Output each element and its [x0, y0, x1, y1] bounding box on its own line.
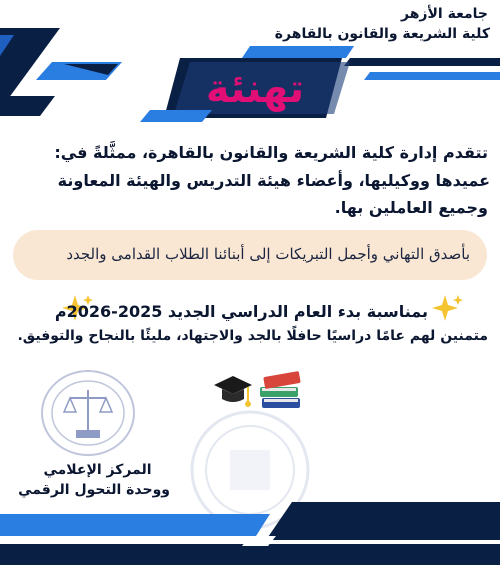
- occasion-line-1: بمناسبة بدء العام الدراسي الجديد 2025-2026م: [54, 302, 428, 321]
- college-logo: [38, 368, 138, 458]
- bottom-stripes: [0, 500, 500, 565]
- greeting-text: بأصدق التهاني وأجمل التبريكات إلى أبنائنا الطلاب القدامى والجدد: [66, 245, 470, 263]
- footer-line-2: ووحدة التحول الرقمي: [18, 482, 170, 498]
- title-banner-text: تهنئة: [205, 66, 305, 112]
- college-name: كلية الشريعة والقانون بالقاهرة: [274, 26, 490, 42]
- university-name: جامعة الأزهر: [401, 6, 488, 22]
- intro-line-2: عميدها ووكيليها، وأعضاء هيئة التدريس والهيئة المعاونة: [57, 171, 490, 190]
- footer-line-1: المركز الإعلامي: [43, 462, 152, 478]
- intro-line-3: وجميع العاملين بها.: [334, 198, 488, 217]
- occasion-line-2: متمنين لهم عامًا دراسيًا حافلًا بالجد والاجتهاد، مليئًا بالنجاح والتوفيق.: [17, 328, 488, 344]
- intro-line-1: تتقدم إدارة كلية الشريعة والقانون بالقاهرة، ممثَّلةً في:: [54, 143, 488, 162]
- books-icon: [258, 368, 304, 410]
- sparkles-icon: [430, 293, 464, 323]
